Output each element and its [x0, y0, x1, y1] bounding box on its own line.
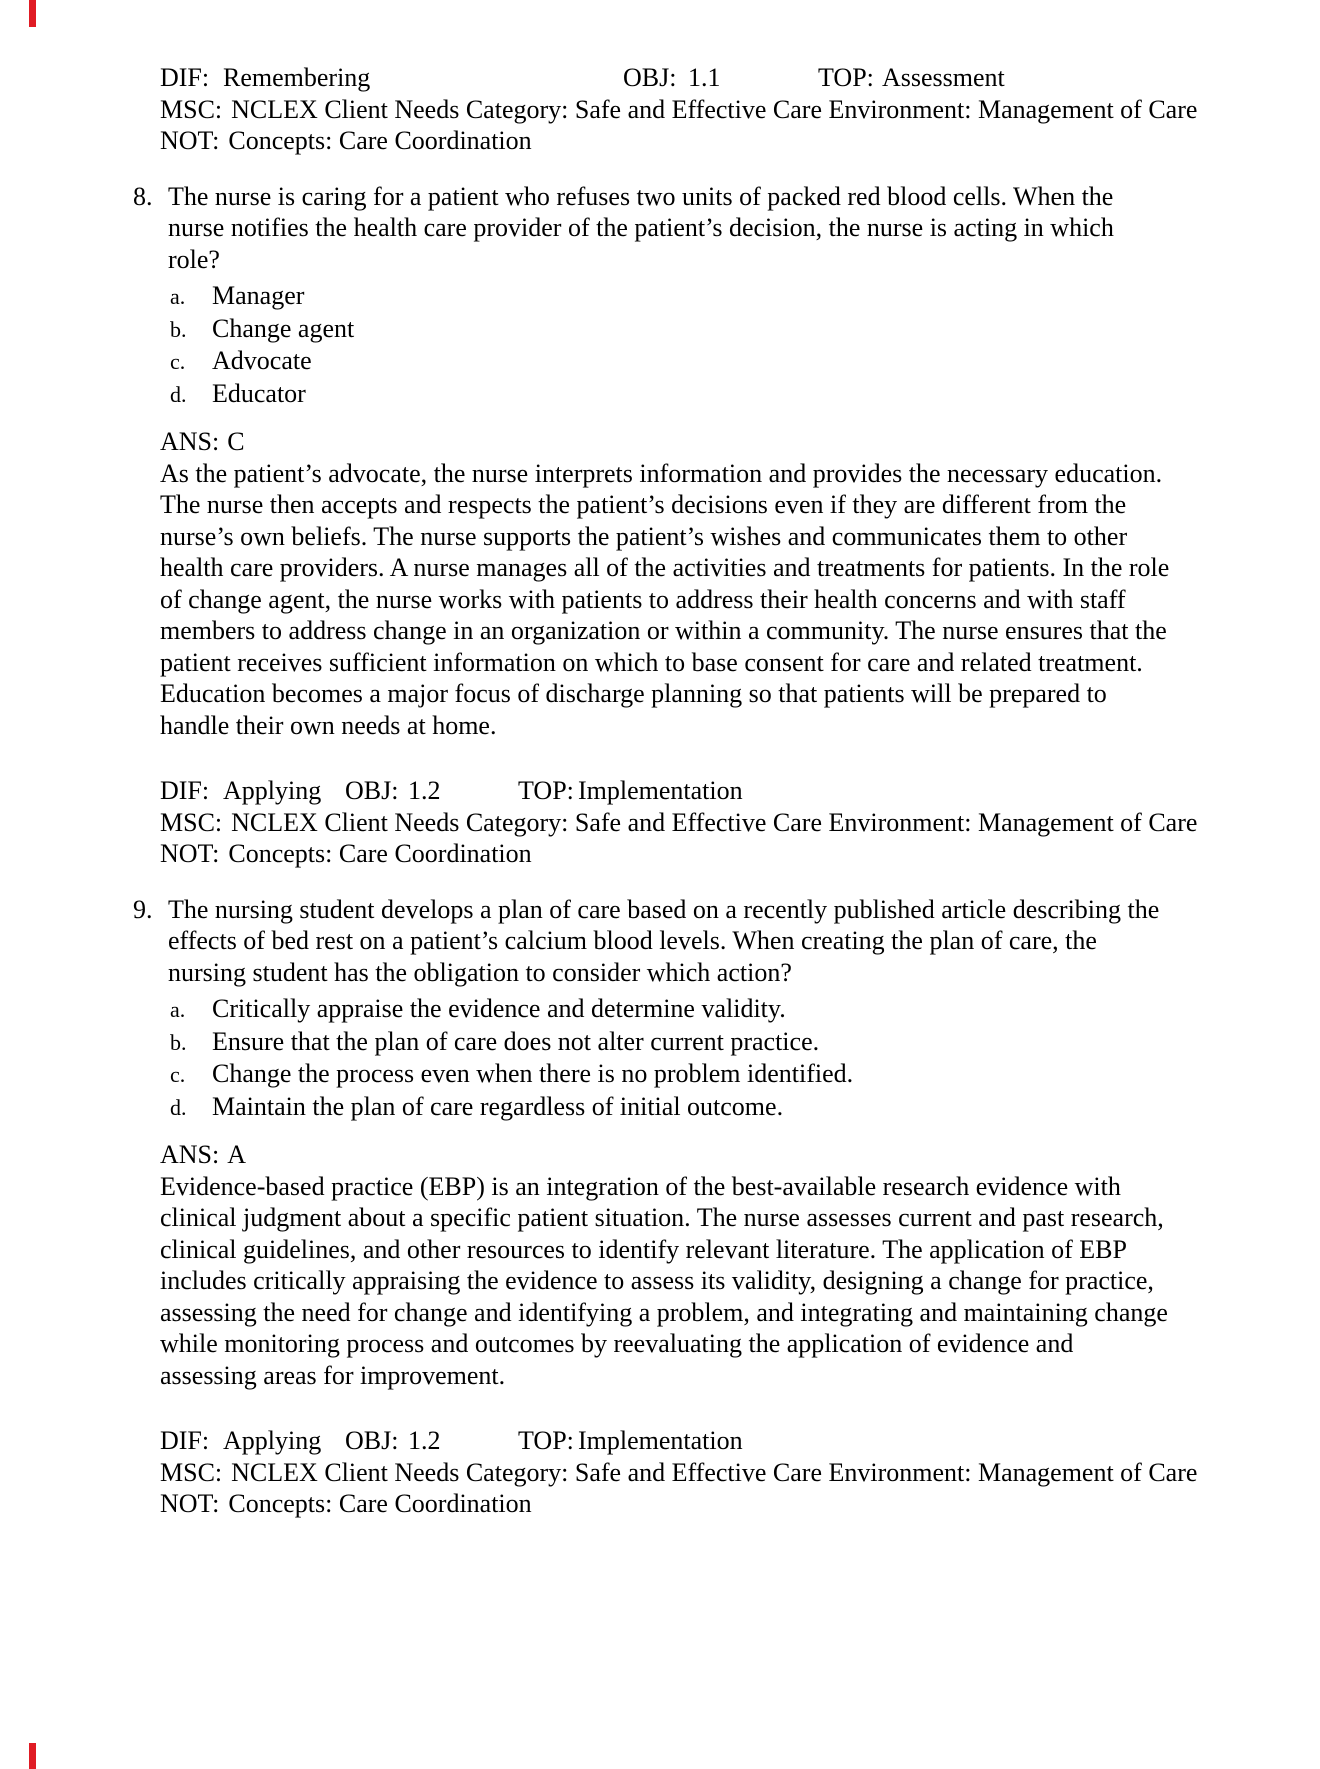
question-9-metadata — [160, 1425, 1198, 1520]
msc-label: MSC: — [160, 807, 223, 837]
top-value: Implementation — [578, 1426, 743, 1455]
obj-label: OBJ: — [623, 63, 677, 92]
answer-line — [160, 426, 1170, 458]
option-text: Manager — [212, 281, 305, 310]
msc-value: NCLEX Client Needs Category: Safe and Effective Care Environment: Management of Care — [231, 1457, 1198, 1487]
red-change-bar-top — [29, 0, 36, 27]
metadata-not-line — [160, 1488, 1170, 1520]
option-d — [170, 378, 1170, 411]
option-text: Change the process even when there is no problem identified. — [212, 1059, 854, 1088]
option-letter: b. — [170, 1029, 187, 1055]
option-text: Change agent — [212, 313, 355, 343]
rationale-text: As the patient’s advocate, the nurse interprets information and provides the necessary education. The nurse then accepts and respects the patient’s decisions even if they are different from the nurse’s own beliefs. The nurse supports the patient’s wishes and communicates them to other health care providers. A nurse manages all of the activities and treatments for patients. In the role of change agent, the nurse works with patients to address their health concerns and with staff members to address change in an organization or within a community. The nurse ensures that the patient receives sufficient information on which to base consent for care and related treatment. Education becomes a major focus of discharge planning so that patients will be prepared to handle their own needs at home. — [160, 458, 1170, 740]
top-value: Implementation — [578, 776, 743, 805]
metadata-msc-line — [160, 1457, 1198, 1489]
leading-question-metadata — [160, 62, 1198, 157]
not-label: NOT: — [160, 839, 220, 868]
option-text: Critically appraise the evidence and determine validity. — [212, 994, 786, 1023]
option-d — [170, 1091, 1170, 1124]
dif-value: Applying — [223, 1426, 322, 1455]
obj-label: OBJ: — [345, 1426, 399, 1455]
option-b — [170, 1026, 1170, 1059]
question-9-answer-block — [160, 1139, 1170, 1391]
obj-value: 1.2 — [408, 776, 441, 805]
option-letter: b. — [170, 316, 187, 342]
dif-value: Remembering — [223, 63, 371, 92]
dif-label: DIF: — [160, 63, 210, 92]
option-c — [170, 1058, 1170, 1091]
page-content — [133, 62, 1198, 1520]
top-label: TOP: — [818, 63, 874, 92]
question-8 — [133, 181, 1198, 870]
answer-label: ANS: — [160, 427, 220, 456]
question-stem: The nursing student develops a plan of care based on a recently published article describing the effects of bed rest on a patient’s calcium blood levels. When creating the plan of care, the nursing student has the obligation to consider which action? — [168, 894, 1160, 987]
option-letter: a. — [170, 284, 186, 309]
option-a — [170, 993, 1170, 1026]
question-stem: The nurse is caring for a patient who refuses two units of packed red blood cells. When the nurse notifies the health care provider of the patient’s decision, the nurse is acting in which role? — [168, 181, 1114, 274]
option-b — [170, 313, 1170, 346]
option-letter: d. — [170, 1094, 187, 1120]
answer-label: ANS: — [160, 1140, 220, 1169]
option-text: Maintain the plan of care regardless of initial outcome. — [212, 1091, 784, 1121]
msc-value: NCLEX Client Needs Category: Safe and Effective Care Environment: Management of Care — [231, 94, 1198, 124]
metadata-msc-line — [160, 807, 1198, 839]
rationale-text: Evidence-based practice (EBP) is an integration of the best-available research evidence with clinical judgment about a specific patient situation. The nurse assesses current and past research, clinical guidelines, and other resources to identify relevant literature. The application of EBP includes critically appraising the evidence to assess its validity, designing a change for practice, assessing the need for change and identifying a problem, and integrating and maintaining change while monitoring process and outcomes by reevaluating the application of evidence and assessing areas for improvement. — [160, 1171, 1168, 1390]
top-label: TOP: — [518, 1426, 574, 1455]
not-value: Concepts: Care Coordination — [228, 839, 532, 868]
option-letter: a. — [170, 997, 186, 1022]
option-letter: c. — [170, 1062, 186, 1087]
dif-value: Applying — [223, 776, 322, 805]
top-label: TOP: — [518, 776, 574, 805]
option-c — [170, 345, 1170, 378]
msc-label: MSC: — [160, 1457, 223, 1487]
question-9 — [133, 894, 1198, 1520]
question-8-metadata — [160, 775, 1198, 870]
obj-value: 1.1 — [688, 63, 721, 92]
red-change-bar-bottom — [29, 1743, 36, 1769]
obj-value: 1.2 — [408, 1426, 441, 1455]
obj-label: OBJ: — [345, 776, 399, 805]
question-9-options — [170, 993, 1170, 1123]
metadata-not-line — [160, 838, 1170, 870]
not-value: Concepts: Care Coordination — [228, 1489, 532, 1518]
answer-line — [160, 1139, 1170, 1171]
option-text: Ensure that the plan of care does not alter current practice. — [212, 1026, 820, 1056]
metadata-msc-line — [160, 94, 1198, 126]
option-text: Educator — [212, 378, 306, 408]
not-value: Concepts: Care Coordination — [228, 126, 532, 155]
option-letter: c. — [170, 349, 186, 374]
option-letter: d. — [170, 381, 187, 407]
question-number: 9. — [133, 894, 153, 924]
not-label: NOT: — [160, 1489, 220, 1518]
question-8-answer-block — [160, 426, 1170, 741]
option-a — [170, 280, 1170, 313]
question-number: 8. — [133, 181, 153, 211]
answer-value: C — [227, 427, 245, 456]
option-text: Advocate — [212, 346, 312, 375]
dif-label: DIF: — [160, 1426, 210, 1455]
question-8-options — [170, 280, 1170, 410]
msc-label: MSC: — [160, 94, 223, 124]
not-label: NOT: — [160, 126, 220, 155]
dif-label: DIF: — [160, 776, 210, 805]
msc-value: NCLEX Client Needs Category: Safe and Effective Care Environment: Management of Care — [231, 807, 1198, 837]
question-8-stem-row — [133, 181, 1170, 276]
metadata-dif-line — [160, 62, 1170, 94]
metadata-dif-line — [160, 775, 1170, 807]
metadata-dif-line — [160, 1425, 1170, 1457]
answer-value: A — [227, 1140, 247, 1169]
metadata-not-line — [160, 125, 1170, 157]
question-9-stem-row — [133, 894, 1170, 989]
top-value: Assessment — [882, 63, 1005, 92]
